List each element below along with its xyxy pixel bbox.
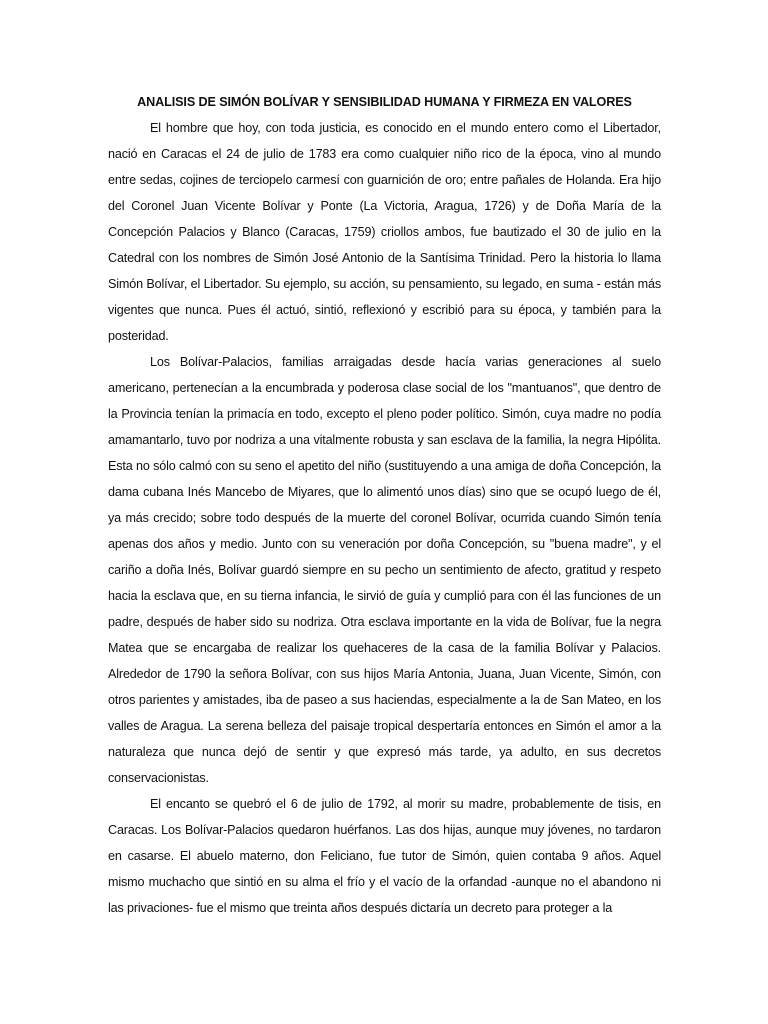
paragraph-family: Los Bolívar-Palacios, familias arraigadas desde hacía varias generaciones al suelo americano, pertenecían a la encumbrada y poderosa clase social de los "mantuanos", que dentro de la Provincia tenían la primacía en todo, excepto el pleno poder político. Simón, cuya madre no podía amamantarlo, tuvo por nodriza a una vitalmente robusta y san esclava de la familia, la negra Hipólita. Esta no sólo calmó con su seno el apetito del niño (sustituyendo a una amiga de doña Concepción, la dama cubana Inés Mancebo de Miyares, que lo alimentó unos días) sino que se ocupó luego de él, ya más crecido; sobre todo después de la muerte del coronel Bolívar, ocurrida cuando Simón tenía apenas dos años y medio. Junto con su veneración por doña Concepción, su "buena madre", y el cariño a doña Inés, Bolívar guardó siempre en su pecho un sentimiento de afecto, gratitud y respeto hacia la esclava que, en su tierna infancia, le sirvió de guía y cumplió para con él las funciones de un padre, después de haber sido su nodriza. Otra esclava importante en la vida de Bolívar, fue la negra Matea que se encargaba de realizar los quehaceres de la casa de la familia Bolívar y Palacios. Alrededor de 1790 la señora Bolívar, con sus hijos María Antonia, Juana, Juan Vicente, Simón, con otros parientes y amistades, iba de paseo a sus haciendas, especialmente a la de San Mateo, en los valles de Aragua. La serena belleza del paisaje tropical despertaría entonces en Simón el amor a la naturaleza que nunca dejó de sentir y que expresó más tarde, ya adulto, en sus decretos conservacionistas. xyxy=(108,355,661,785)
paragraph-birth: El hombre que hoy, con toda justicia, es conocido en el mundo entero como el Libertador, nació en Caracas el 24 de julio de 1783 era como cualquier niño rico de la época, vino al mundo entre sedas, cojines de terciopelo carmesí con guarnición de oro; entre pañales de Holanda. Era hijo del Coronel Juan Vicente Bolívar y Ponte (La Victoria, Aragua, 1726) y de Doña María de la Concepción Palacios y Blanco (Caracas, 1759) criollos ambos, fue bautizado el 30 de julio en la Catedral con los nombres de Simón José Antonio de la Santísima Trinidad. Pero la historia lo llama Simón Bolívar, el Libertador. Su ejemplo, su acción, su pensamiento, su legado, en suma - están más vigentes que nunca. Pues él actuó, sintió, reflexionó y escribió para su época, y también para la posteridad. xyxy=(108,121,661,343)
document-page xyxy=(108,90,661,921)
paragraph-orphanhood: El encanto se quebró el 6 de julio de 1792, al morir su madre, probablemente de tisis, en Caracas. Los Bolívar-Palacios quedaron huérfanos. Las dos hijas, aunque muy jóvenes, no tardaron en casarse. El abuelo materno, don Feliciano, fue tutor de Simón, quien contaba 9 años. Aquel mismo muchacho que sintió en su alma el frío y el vacío de la orfandad -aunque no el abandono ni las privaciones- fue el mismo que treinta años después dictaría un decreto para proteger a la xyxy=(108,797,661,915)
document-title: ANALISIS DE SIMÓN BOLÍVAR Y SENSIBILIDAD HUMANA Y FIRMEZA EN VALORES xyxy=(137,95,632,109)
